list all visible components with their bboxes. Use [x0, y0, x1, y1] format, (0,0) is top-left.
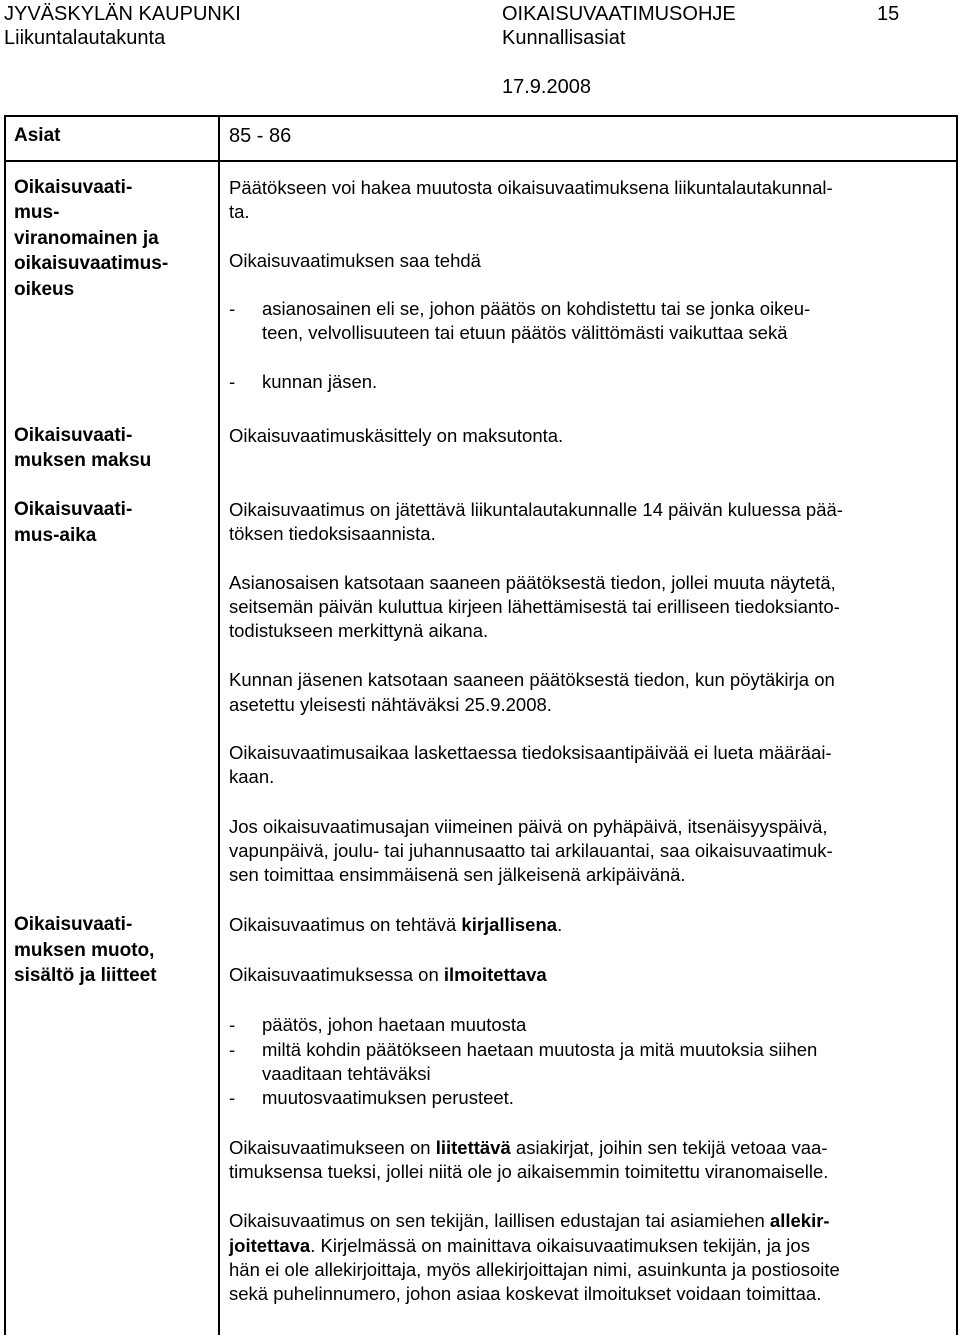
document-subject: Kunnallisasiat — [502, 27, 626, 49]
text-line — [229, 1136, 828, 1160]
text-line: sen toimittaa ensimmäisenä sen jälkeisenä arkipäivänä. — [229, 864, 686, 885]
list-item: kunnan jäsen. — [262, 371, 378, 392]
list-item: muutosvaatimuksen perusteet. — [262, 1087, 514, 1108]
section-heading-line: Oikaisuvaati- — [14, 499, 133, 520]
text-run: . — [557, 914, 563, 935]
text-line: Oikaisuvaatimus on jätettävä liikuntalautakunnalle 14 päivän kuluessa pää- — [229, 499, 843, 520]
text-line: kaan. — [229, 766, 275, 787]
section-heading-line: viranomainen ja — [14, 228, 159, 249]
text-line: timuksensa tueksi, jollei niitä ole jo aikaisemmin toimitettu viranomaiselle. — [229, 1161, 829, 1182]
document-title: OIKAISUVAATIMUSOHJE — [502, 3, 736, 25]
list-item: päätös, johon haetaan muutosta — [262, 1014, 527, 1035]
asiat-value: 85 - 86 — [229, 125, 292, 147]
section-heading-line: Oikaisuvaati- — [14, 914, 133, 935]
bold-text: ilmoitettava — [443, 964, 547, 985]
section-heading-line: mus-aika — [14, 525, 97, 546]
text-line: ta. — [229, 201, 250, 222]
section-heading-line: Oikaisuvaati- — [14, 425, 133, 446]
list-bullet: - — [229, 371, 236, 392]
text-line: seitsemän päivän kuluttua kirjeen lähettämisestä tai erilliseen tiedoksianto- — [229, 596, 840, 617]
text-run: asiakirjat, joihin sen tekijä vetoaa vaa- — [510, 1137, 828, 1158]
text-line: Päätökseen voi hakea muutosta oikaisuvaatimuksena liikuntalautakunnal- — [229, 177, 833, 198]
text-line: töksen tiedoksisaannista. — [229, 523, 436, 544]
list-bullet: - — [229, 1039, 236, 1060]
text-run: Oikaisuvaatimuksessa on — [229, 964, 444, 985]
text-line: sekä puhelinnumero, johon asiaa koskevat ilmoitukset voidaan toimittaa. — [229, 1283, 822, 1304]
page-number: 15 — [877, 3, 900, 25]
text-line: Oikaisuvaatimuskäsittely on maksutonta. — [229, 425, 564, 446]
org-name: JYVÄSKYLÄN KAUPUNKI — [4, 3, 241, 25]
text-line: Asianosaisen katsotaan saaneen päätöksestä tiedon, jollei muuta näytetä, — [229, 572, 836, 593]
section-heading-line: muksen muoto, — [14, 940, 155, 961]
bold-text: liitettävä — [435, 1137, 511, 1158]
department: Liikuntalautakunta — [4, 27, 166, 49]
section-heading-line: oikaisuvaatimus- — [14, 253, 169, 274]
table-border-right — [956, 115, 958, 1335]
table-border-left — [4, 115, 6, 1335]
table-border-top — [4, 115, 958, 117]
bold-text: kirjallisena — [461, 914, 558, 935]
text-line — [229, 963, 547, 987]
section-heading-line: muksen maksu — [14, 450, 152, 471]
list-bullet: - — [229, 298, 236, 319]
list-bullet: - — [229, 1014, 236, 1035]
section-heading-line: Oikaisuvaati- — [14, 177, 133, 198]
text-line: hän ei ole allekirjoittaja, myös allekirjoittajan nimi, asuinkunta ja postiosoite — [229, 1259, 840, 1280]
text-run: Oikaisuvaatimukseen on — [229, 1137, 436, 1158]
text-line: Jos oikaisuvaatimusajan viimeinen päivä on pyhäpäivä, itsenäisyyspäivä, — [229, 816, 828, 837]
list-item: teen, velvollisuuteen tai etuun päätös välittömästi vaikuttaa sekä — [262, 322, 788, 343]
bold-text: allekir- — [769, 1210, 830, 1231]
text-run: Oikaisuvaatimus on tehtävä — [229, 914, 462, 935]
text-line: Oikaisuvaatimusaikaa laskettaessa tiedoksisaantipäivää ei lueta määräai- — [229, 742, 832, 763]
text-line: Kunnan jäsenen katsotaan saaneen päätöksestä tiedon, kun pöytäkirja on — [229, 669, 835, 690]
section-heading-line: oikeus — [14, 279, 75, 300]
asiat-label: Asiat — [14, 125, 61, 146]
text-run: Oikaisuvaatimus on sen tekijän, laillisen edustajan tai asiamiehen — [229, 1210, 770, 1231]
text-line — [229, 1209, 830, 1233]
text-run: . Kirjelmässä on mainittava oikaisuvaatimuksen tekijän, ja jos — [310, 1235, 810, 1256]
section-heading-line: sisältö ja liitteet — [14, 965, 157, 986]
list-item: vaaditaan tehtäväksi — [262, 1063, 431, 1084]
text-line: vapunpäivä, joulu- tai juhannusaatto tai arkilauantai, saa oikaisuvaatimuk- — [229, 840, 833, 861]
table-column-divider — [218, 115, 220, 1335]
table-row-divider — [4, 160, 958, 162]
list-item: miltä kohdin päätökseen haetaan muutosta ja mitä muutoksia siihen — [262, 1039, 818, 1060]
list-item: asianosainen eli se, johon päätös on kohdistettu tai se jonka oikeu- — [262, 298, 811, 319]
text-line: asetettu yleisesti nähtäväksi 25.9.2008. — [229, 694, 552, 715]
bold-text: joitettava — [229, 1235, 311, 1256]
document-date: 17.9.2008 — [502, 76, 591, 98]
text-line — [229, 913, 562, 937]
text-line: Oikaisuvaatimuksen saa tehdä — [229, 250, 481, 271]
text-line — [229, 1234, 810, 1258]
section-heading-line: mus- — [14, 202, 60, 223]
list-bullet: - — [229, 1087, 236, 1108]
text-line: todistukseen merkittynä aikana. — [229, 620, 489, 641]
